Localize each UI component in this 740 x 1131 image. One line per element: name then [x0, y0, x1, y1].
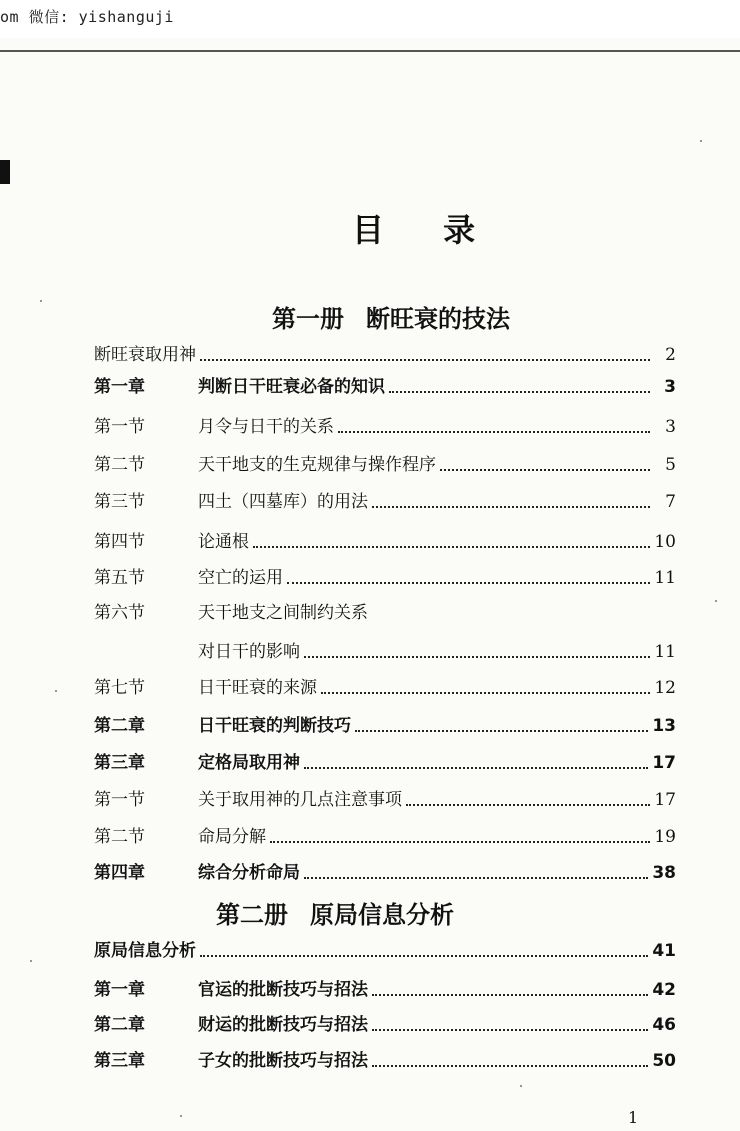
entry-title: 子女的批断技巧与招法 — [198, 1051, 368, 1071]
entry-label: 第二章 — [94, 716, 145, 736]
dot-leader — [287, 582, 650, 584]
entry-label: 第二节 — [94, 455, 145, 475]
entry-page: 17 — [654, 790, 676, 810]
entry-title: 日干旺衰的来源 — [198, 678, 317, 698]
scan-speck — [520, 1085, 522, 1087]
entry-title: 综合分析命局 — [198, 863, 300, 883]
volume-heading-2 — [216, 895, 454, 930]
entry-title: 关于取用神的几点注意事项 — [198, 790, 402, 810]
dot-leader — [253, 546, 650, 548]
toc-entry[interactable] — [94, 487, 676, 513]
dot-leader — [372, 1029, 648, 1031]
entry-title: 原局信息分析 — [94, 941, 196, 961]
entry-page: 50 — [652, 1051, 676, 1071]
page-top-edge — [0, 50, 740, 52]
entry-label: 第六节 — [94, 603, 145, 623]
volume-title: 断旺衰的技法 — [366, 305, 510, 333]
dot-leader — [372, 994, 648, 996]
page-number: 1 — [628, 1108, 639, 1127]
toc-entry[interactable] — [94, 711, 676, 737]
entry-page: 42 — [652, 980, 676, 1000]
entry-title: 财运的批断技巧与招法 — [198, 1015, 368, 1035]
entry-page: 46 — [652, 1015, 676, 1035]
dot-leader — [440, 469, 650, 471]
volume-label: 第二册 — [216, 901, 288, 929]
entry-title: 对日干的影响 — [198, 642, 300, 662]
toc-entry[interactable] — [94, 340, 676, 366]
toc-entry[interactable] — [94, 598, 676, 624]
toc-entry[interactable] — [94, 822, 676, 848]
entry-label: 第一章 — [94, 980, 145, 1000]
volume-heading-1 — [272, 299, 510, 334]
entry-title: 命局分解 — [198, 827, 266, 847]
entry-page: 5 — [665, 455, 676, 475]
dot-leader — [321, 692, 650, 694]
volume-title: 原局信息分析 — [310, 901, 454, 929]
toc-entry[interactable] — [94, 372, 676, 398]
scan-speck — [55, 690, 57, 692]
entry-title: 日干旺衰的判断技巧 — [198, 716, 351, 736]
watermark-text: om 微信: yishanguji — [0, 8, 174, 26]
entry-label: 第二章 — [94, 1015, 145, 1035]
scan-speck — [715, 600, 717, 602]
dot-leader — [389, 391, 650, 393]
entry-title: 论通根 — [198, 532, 249, 552]
entry-title: 定格局取用神 — [198, 753, 300, 773]
toc-entry[interactable] — [94, 637, 676, 663]
volume-label: 第一册 — [272, 305, 344, 333]
entry-label: 第一章 — [94, 377, 145, 397]
toc-entry[interactable] — [94, 673, 676, 699]
entry-page: 41 — [652, 941, 676, 961]
scan-speck — [180, 1115, 182, 1117]
entry-page: 11 — [654, 642, 676, 662]
entry-page: 3 — [664, 377, 676, 397]
dot-leader — [200, 359, 650, 361]
entry-title: 断旺衰取用神 — [94, 345, 196, 365]
dot-leader — [372, 506, 650, 508]
entry-label: 第三章 — [94, 753, 145, 773]
entry-label: 第三节 — [94, 492, 145, 512]
entry-title: 天干地支之间制约关系 — [198, 603, 368, 623]
entry-page: 7 — [665, 492, 676, 512]
dot-leader — [304, 877, 648, 879]
entry-title: 空亡的运用 — [198, 568, 283, 588]
entry-page: 17 — [652, 753, 676, 773]
toc-entry[interactable] — [94, 1010, 676, 1036]
entry-page: 2 — [665, 345, 676, 365]
toc-entry[interactable] — [94, 936, 676, 962]
entry-label: 第二节 — [94, 827, 145, 847]
toc-entry[interactable] — [94, 1046, 676, 1072]
entry-label: 第一节 — [94, 790, 145, 810]
entry-title: 官运的批断技巧与招法 — [198, 980, 368, 1000]
entry-page: 12 — [654, 678, 676, 698]
toc-entry[interactable] — [94, 527, 676, 553]
entry-page: 11 — [654, 568, 676, 588]
toc-entry[interactable] — [94, 563, 676, 589]
entry-title: 月令与日干的关系 — [198, 417, 334, 437]
binding-mark — [0, 160, 10, 184]
dot-leader — [200, 955, 648, 957]
header-strip — [0, 0, 740, 38]
entry-label: 第一节 — [94, 417, 145, 437]
entry-label: 第七节 — [94, 678, 145, 698]
scan-speck — [700, 140, 702, 142]
entry-page: 10 — [654, 532, 676, 552]
dot-leader — [372, 1065, 648, 1067]
entry-page: 19 — [654, 827, 676, 847]
entry-title: 天干地支的生克规律与操作程序 — [198, 455, 436, 475]
toc-entry[interactable] — [94, 858, 676, 884]
toc-entry[interactable] — [94, 975, 676, 1001]
entry-title: 判断日干旺衰必备的知识 — [198, 377, 385, 397]
entry-page: 38 — [652, 863, 676, 883]
page-title: 目 录 — [352, 211, 500, 249]
entry-page: 3 — [665, 417, 676, 437]
entry-label: 第四章 — [94, 863, 145, 883]
toc-entry[interactable] — [94, 450, 676, 476]
dot-leader — [355, 730, 648, 732]
dot-leader — [270, 841, 650, 843]
toc-entry[interactable] — [94, 412, 676, 438]
entry-label: 第三章 — [94, 1051, 145, 1071]
dot-leader — [304, 767, 648, 769]
entry-label: 第五节 — [94, 568, 145, 588]
entry-label: 第四节 — [94, 532, 145, 552]
dot-leader — [406, 804, 650, 806]
toc-entry[interactable] — [94, 748, 676, 774]
dot-leader — [304, 656, 650, 658]
dot-leader — [338, 431, 650, 433]
scan-speck — [40, 300, 42, 302]
entry-title: 四土（四墓库）的用法 — [198, 492, 368, 512]
entry-page: 13 — [652, 716, 676, 736]
scan-speck — [30, 960, 32, 962]
toc-entry[interactable] — [94, 785, 676, 811]
